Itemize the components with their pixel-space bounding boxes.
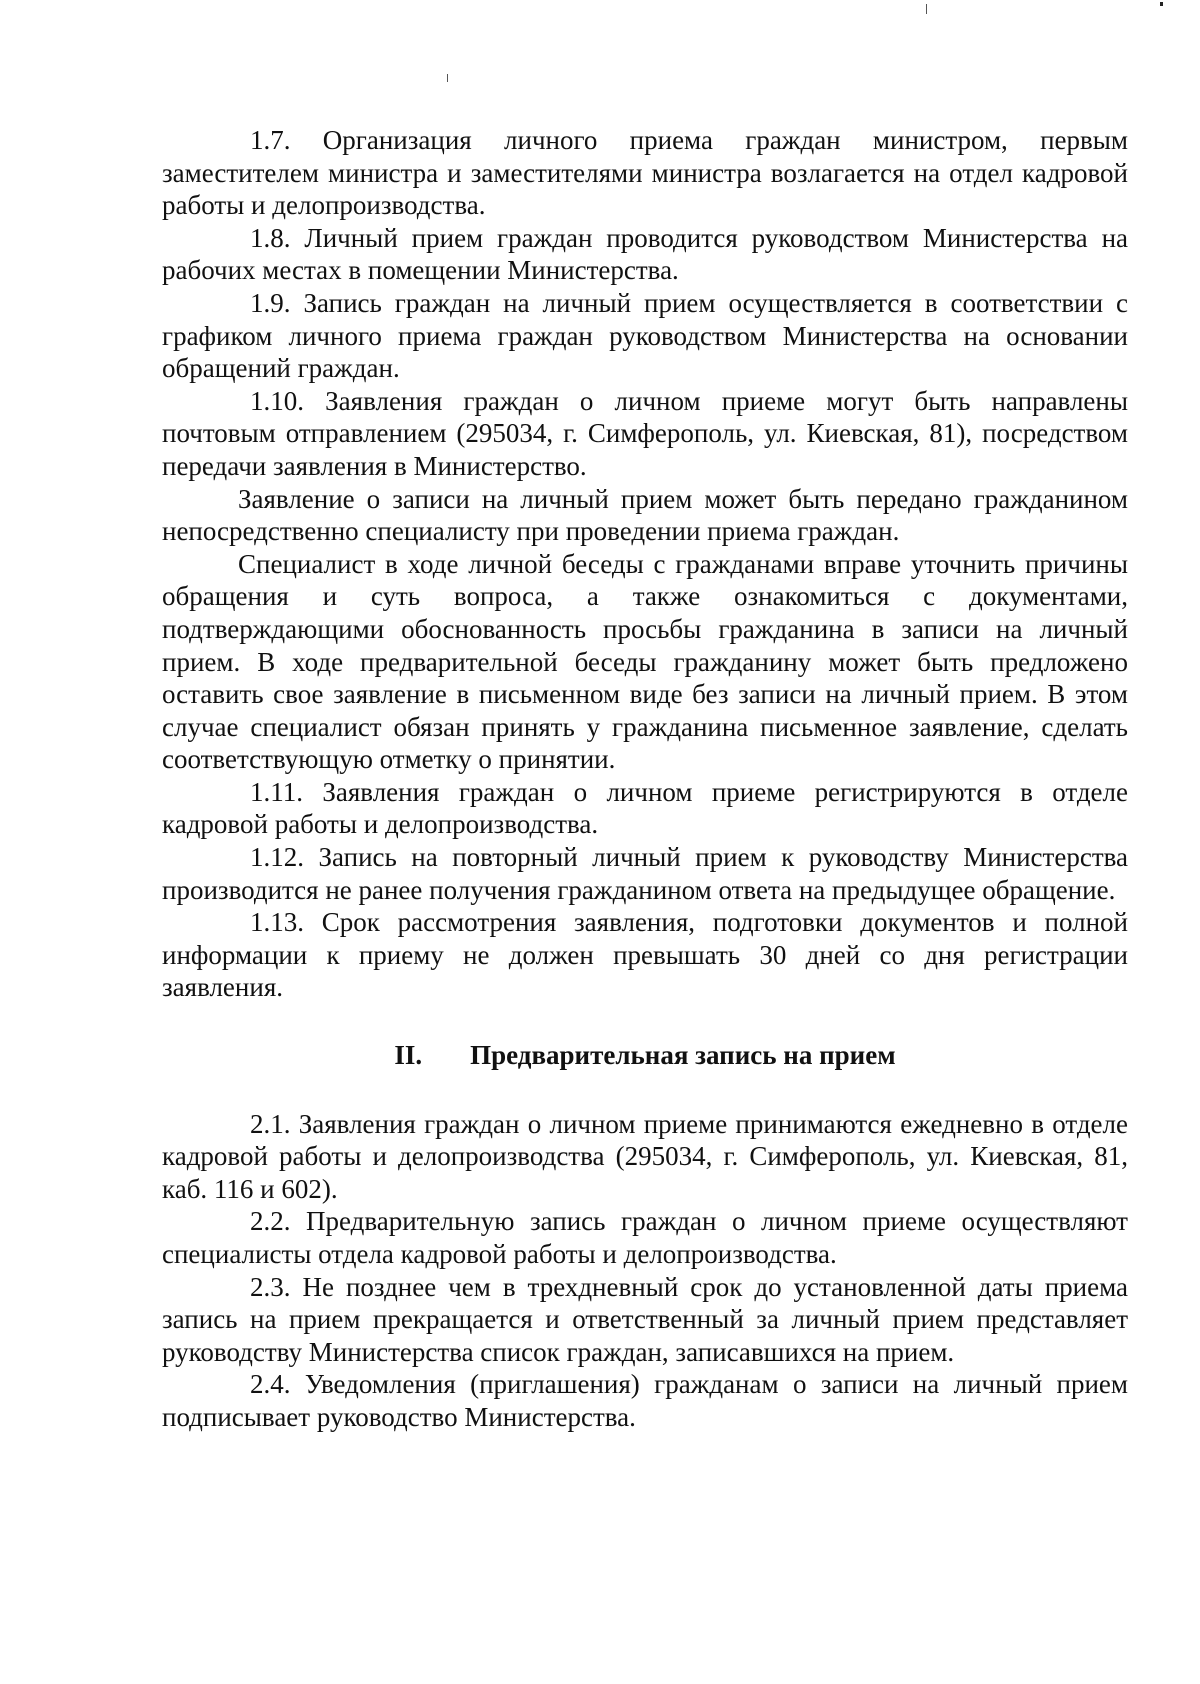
scan-artifact: [1160, 2, 1163, 6]
paragraph-2-4: 2.4. Уведомления (приглашения) гражданам о записи на личный прием подписывает руководство Министерства.: [162, 1369, 1128, 1432]
paragraph-1-12: 1.12. Запись на повторный личный прием к руководству Министерства производится не ранее получения гражданином ответа на предыдущее обращение.: [162, 842, 1128, 905]
paragraph-1-10: 1.10. Заявления граждан о личном приеме могут быть направлены почтовым отправлением (295034, г. Симферополь, ул. Киевская, 81), посредством передачи заявления в Министерство.: [162, 385, 1128, 481]
section-title: Предварительная запись на прием: [470, 1040, 896, 1071]
paragraph-2-1: 2.1. Заявления граждан о личном приеме принимаются ежедневно в отделе кадровой работы и делопроизводства (295034, г. Симферополь, ул. Киевская, 81, каб. 116 и 602).: [162, 1108, 1128, 1204]
paragraph-1-11: 1.11. Заявления граждан о личном приеме регистрируются в отделе кадровой работы и делопроизводства.: [162, 776, 1128, 840]
scan-artifact: [926, 4, 927, 14]
paragraph-1-10-application: Заявление о записи на личный прием может быть передано гражданином непосредственно специалисту при проведении приема граждан.: [162, 483, 1128, 547]
section-number: II.: [394, 1040, 423, 1071]
document-body: [162, 124, 1128, 1434]
paragraph-1-7: 1.7. Организация личного приема граждан министром, первым заместителем министра и заместителями министра возлагается на отдел кадровой работы и делопроизводства.: [162, 125, 1128, 221]
scan-artifact: [447, 74, 448, 82]
paragraph-2-3: 2.3. Не позднее чем в трехдневный срок до установленной даты приема запись на прием прекращается и ответственный за личный прием представляет руководству Министерства список граждан, записавшихся на прием.: [162, 1271, 1128, 1367]
paragraph-1-8: 1.8. Личный прием граждан проводится руководством Министерства на рабочих местах в помещении Министерства.: [162, 222, 1128, 286]
paragraph-2-2: 2.2. Предварительную запись граждан о личном приеме осуществляют специалисты отдела кадровой работы и делопроизводства.: [162, 1206, 1128, 1269]
section-heading: [162, 1039, 1128, 1072]
paragraph-1-9: 1.9. Запись граждан на личный прием осуществляется в соответствии с графиком личного приема граждан руководством Министерства на основании обращений граждан.: [162, 287, 1128, 384]
paragraph-1-13: 1.13. Срок рассмотрения заявления, подготовки документов и полной информации к приему не должен превышать 30 дней со дня регистрации заявления.: [162, 907, 1128, 1003]
paragraph-1-10-specialist: Специалист в ходе личной беседы с гражданами вправе уточнить причины обращения и суть вопроса, а также ознакомиться с документами, подтверждающими обоснованность просьбы гражданина в записи на личный прием. В ходе предварительной беседы гражданину может быть предложено оставить свое заявление в письменном виде без записи на личный прием. В этом случае специалист обязан принять у гражданина письменное заявление, сделать соответствующую отметку о принятии.: [162, 548, 1128, 775]
